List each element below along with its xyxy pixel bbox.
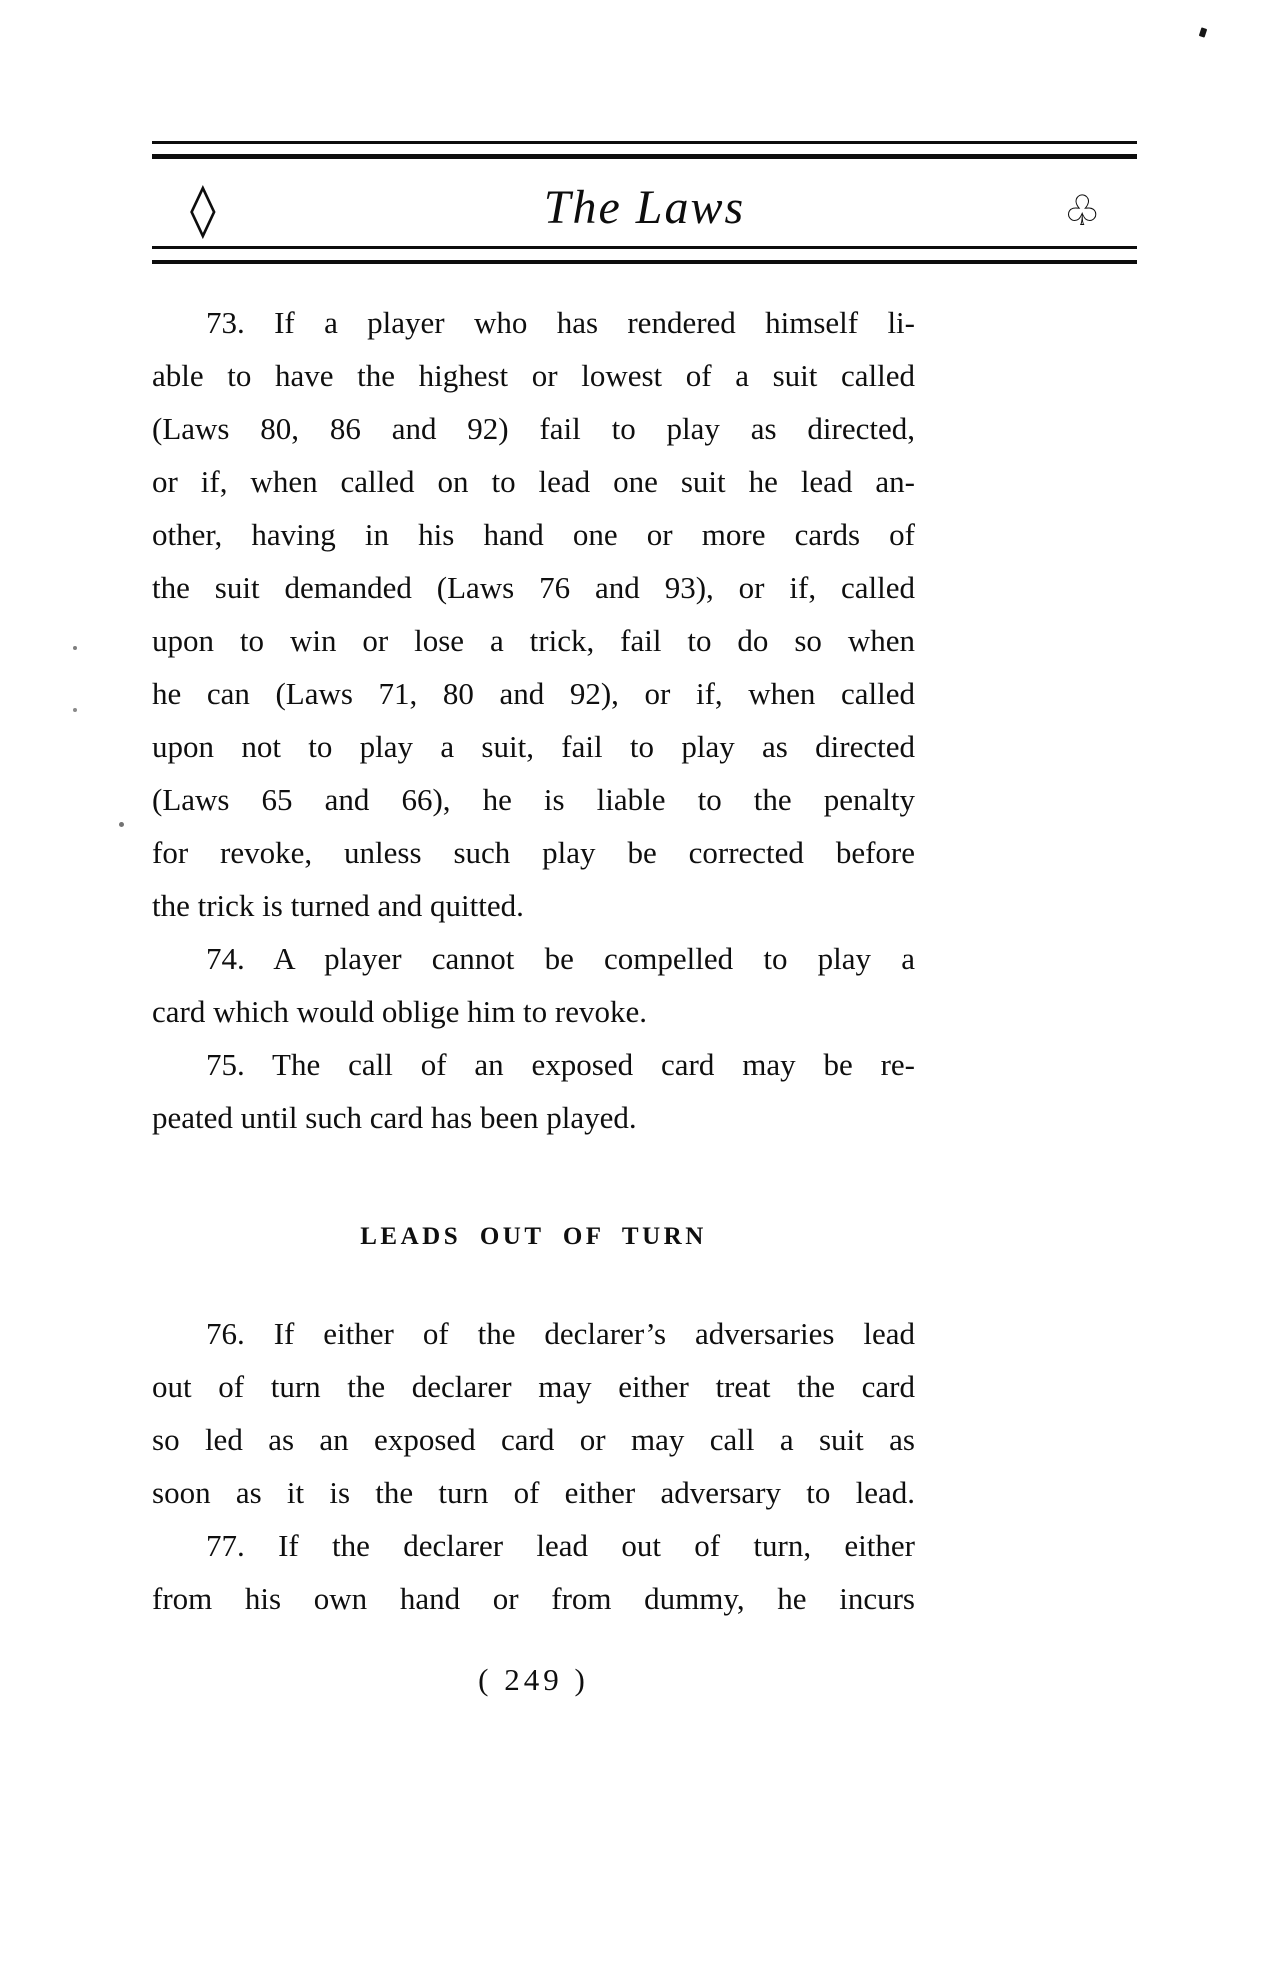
section-heading: LEADS OUT OF TURN — [360, 1223, 707, 1250]
page-header — [152, 178, 1137, 242]
header-rule-bottom-thick — [152, 260, 1137, 264]
text-line: able to have the highest or lowest of a suit called — [152, 358, 915, 393]
text-line: card which would oblige him to revoke. — [152, 994, 648, 1029]
text-line: peated until such card has been played. — [152, 1100, 637, 1135]
text-line: or if, when called on to lead one suit he lead an- — [152, 464, 915, 499]
diamond-suit-icon: ◊ — [190, 180, 216, 240]
text-line: 74. A player cannot be compelled to play a — [206, 941, 915, 976]
text-line: other, having in his hand one or more cards of — [152, 517, 915, 552]
text-line: the trick is turned and quitted. — [152, 888, 524, 923]
text-line: (Laws 65 and 66), he is liable to the penalty — [152, 782, 915, 817]
paragraph-76 — [152, 1307, 915, 1519]
scan-speck — [73, 708, 77, 712]
header-rule-top-thin — [152, 141, 1137, 144]
text-line: from his own hand or from dummy, he incurs — [152, 1581, 915, 1616]
text-line: 76. If either of the declarer’s adversaries lead — [206, 1316, 915, 1351]
text-line: upon not to play a suit, fail to play as directed — [152, 729, 915, 764]
page-title: The Laws — [543, 181, 746, 234]
text-line: 77. If the declarer lead out of turn, either — [206, 1528, 915, 1563]
text-line: (Laws 80, 86 and 92) fail to play as directed, — [152, 411, 915, 446]
text-line: 75. The call of an exposed card may be re- — [206, 1047, 915, 1082]
scan-speck — [119, 822, 124, 827]
header-rule-bottom-thin — [152, 246, 1137, 249]
text-line: upon to win or lose a trick, fail to do so when — [152, 623, 915, 658]
text-line: soon as it is the turn of either adversary to lead. — [152, 1475, 915, 1510]
paragraph-75 — [152, 1038, 915, 1144]
paragraph-77 — [152, 1519, 915, 1625]
scan-speck — [1199, 27, 1207, 37]
text-line: out of turn the declarer may either treat the card — [152, 1369, 915, 1404]
paragraph-73 — [152, 296, 915, 932]
text-column — [152, 296, 915, 1706]
text-line: 73. If a player who has rendered himself li- — [206, 305, 915, 340]
paragraph-74 — [152, 932, 915, 1038]
page-number: ( 249 ) — [478, 1662, 589, 1697]
header-rule-top-thick — [152, 154, 1137, 159]
text-line: so led as an exposed card or may call a suit as — [152, 1422, 915, 1457]
scan-speck — [73, 646, 77, 650]
text-line: the suit demanded (Laws 76 and 93), or if, called — [152, 570, 915, 605]
club-suit-icon: ♧ — [1063, 186, 1101, 235]
text-line: for revoke, unless such play be corrected before — [152, 835, 915, 870]
text-line: he can (Laws 71, 80 and 92), or if, when called — [152, 676, 915, 711]
